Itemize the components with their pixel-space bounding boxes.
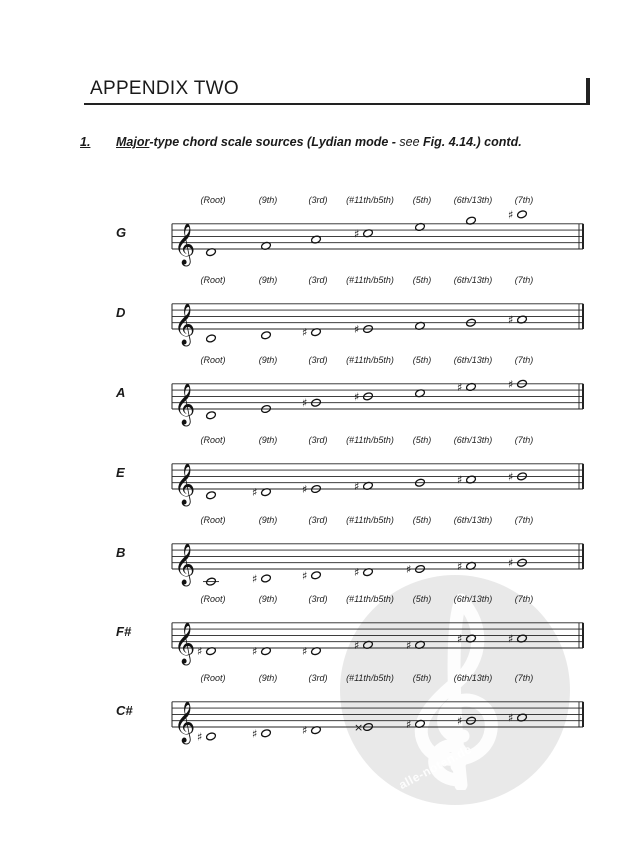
sharp-icon: ♯ (354, 227, 360, 241)
degree-label: (3rd) (308, 195, 328, 205)
degree-label: (#11th/b5th) (346, 673, 394, 683)
degree-label: (#11th/b5th) (346, 594, 394, 604)
sharp-icon: ♯ (252, 645, 258, 659)
scale-key-label: B (116, 545, 126, 560)
sharp-icon: ♯ (508, 632, 514, 646)
sharp-icon: ♯ (508, 470, 514, 484)
treble-clef-icon: 𝄞 (174, 304, 196, 345)
degree-label: (5th) (412, 594, 432, 604)
degree-label: (6th/13th) (453, 275, 493, 285)
treble-clef-icon: 𝄞 (174, 702, 196, 743)
sharp-icon: ♯ (302, 724, 308, 738)
sharp-icon: ♯ (302, 396, 308, 410)
degree-label: (#11th/b5th) (346, 275, 394, 285)
scale-row (0, 275, 640, 355)
scale-key-label: D (116, 305, 126, 320)
section-text-rest: -type chord scale sources (Lydian mode - (149, 135, 400, 149)
degree-label: (7th) (514, 195, 534, 205)
degree-label: (3rd) (308, 673, 328, 683)
sharp-icon: ♯ (457, 380, 463, 394)
staff (0, 205, 640, 275)
scale-row (0, 594, 640, 674)
degree-label: (3rd) (308, 355, 328, 365)
sharp-icon: ♯ (508, 556, 514, 570)
sharp-icon: ♯ (457, 473, 463, 487)
degree-label: (6th/13th) (453, 594, 493, 604)
degree-label: (9th) (258, 435, 278, 445)
sharp-icon: ♯ (354, 566, 360, 580)
sharp-icon: ♯ (354, 323, 360, 336)
sharp-icon: ♯ (354, 390, 360, 404)
scale-row (0, 435, 640, 515)
sharp-icon: ♯ (406, 717, 412, 731)
degree-label: (5th) (412, 195, 432, 205)
degree-label: (9th) (258, 355, 278, 365)
degree-label: (6th/13th) (453, 355, 493, 365)
degree-label: (5th) (412, 515, 432, 525)
whole-note (517, 210, 528, 219)
degree-label: (9th) (258, 594, 278, 604)
sharp-icon: ♯ (354, 638, 360, 652)
sharp-icon: ♯ (508, 377, 514, 391)
sharp-icon: ♯ (252, 727, 258, 741)
double-sharp-icon: × (354, 721, 364, 734)
degree-label: (5th) (412, 435, 432, 445)
staff (0, 365, 640, 435)
whole-note (261, 729, 272, 738)
treble-clef-icon: 𝄞 (174, 544, 196, 585)
staff (0, 525, 640, 595)
degree-label: (Root) (200, 594, 226, 604)
degree-label: (9th) (258, 195, 278, 205)
degree-label: (3rd) (308, 435, 328, 445)
scale-key-label: G (116, 225, 127, 240)
degree-label: (7th) (514, 673, 534, 683)
whole-note (261, 574, 272, 583)
page-title: APPENDIX TWO (90, 78, 239, 99)
sharp-icon: ♯ (302, 326, 308, 340)
scale-key-label: A (116, 385, 126, 400)
sharp-icon: ♯ (252, 572, 258, 586)
scale-key-label: E (116, 465, 125, 480)
degree-label: (9th) (258, 515, 278, 525)
scale-row (0, 515, 640, 595)
staff (0, 285, 640, 355)
scale-row (0, 673, 640, 753)
degree-label: (#11th/b5th) (346, 515, 394, 525)
sharp-icon: ♯ (197, 645, 203, 659)
sharp-icon: ♯ (302, 645, 308, 659)
sharp-icon: ♯ (406, 638, 412, 652)
degree-label: (9th) (258, 673, 278, 683)
sharp-icon: ♯ (457, 559, 463, 573)
sharp-icon: ♯ (457, 632, 463, 646)
degree-label: (Root) (200, 673, 226, 683)
section-text-fig: Fig. 4.14.) contd. (419, 135, 522, 149)
degree-label: (7th) (514, 355, 534, 365)
staff (0, 604, 640, 674)
degree-label: (7th) (514, 435, 534, 445)
degree-label: (#11th/b5th) (346, 195, 394, 205)
treble-clef-icon: 𝄞 (174, 384, 196, 425)
whole-note (311, 571, 322, 580)
sharp-icon: ♯ (508, 313, 514, 327)
section-text-see: see (399, 135, 420, 149)
degree-label: (6th/13th) (453, 195, 493, 205)
scale-key-label: C# (116, 703, 133, 718)
whole-note (261, 331, 272, 340)
degree-label: (5th) (412, 355, 432, 365)
whole-note (206, 411, 217, 420)
section-number: 1. (80, 135, 91, 149)
degree-label: (Root) (200, 195, 226, 205)
degree-label: (5th) (412, 275, 432, 285)
sharp-icon: ♯ (508, 711, 514, 725)
degree-label: (5th) (412, 673, 432, 683)
whole-note (206, 491, 217, 500)
degree-label: (6th/13th) (453, 435, 493, 445)
degree-label: (Root) (200, 275, 226, 285)
sharp-icon: ♯ (354, 479, 360, 493)
sharp-icon: ♯ (252, 486, 258, 500)
degree-label: (Root) (200, 515, 226, 525)
treble-clef-icon: 𝄞 (174, 464, 196, 505)
treble-clef-icon: 𝄞 (174, 224, 196, 265)
treble-clef-icon: 𝄞 (174, 623, 196, 664)
degree-label: (3rd) (308, 515, 328, 525)
whole-note (206, 334, 217, 343)
staff (0, 683, 640, 753)
degree-label: (3rd) (308, 275, 328, 285)
degree-label: (7th) (514, 515, 534, 525)
sharp-icon: ♯ (302, 483, 308, 496)
degree-label: (#11th/b5th) (346, 355, 394, 365)
degree-label: (Root) (200, 435, 226, 445)
watermark-text: alle-noten.de (396, 741, 475, 793)
degree-label: (Root) (200, 355, 226, 365)
sharp-icon: ♯ (197, 730, 203, 744)
sharp-icon: ♯ (302, 569, 308, 583)
staff (0, 445, 640, 515)
degree-label: (6th/13th) (453, 515, 493, 525)
degree-label: (#11th/b5th) (346, 435, 394, 445)
degree-label: (6th/13th) (453, 673, 493, 683)
degree-label: (3rd) (308, 594, 328, 604)
sharp-icon: ♯ (508, 208, 514, 222)
whole-note (206, 732, 217, 741)
sharp-icon: ♯ (457, 714, 463, 728)
degree-label: (7th) (514, 594, 534, 604)
degree-label: (7th) (514, 275, 534, 285)
sharp-icon: ♯ (406, 563, 412, 576)
scale-key-label: F# (116, 624, 132, 639)
degree-label: (9th) (258, 275, 278, 285)
section-text-major: Major (116, 135, 150, 149)
scale-row (0, 195, 640, 275)
scale-row (0, 355, 640, 435)
